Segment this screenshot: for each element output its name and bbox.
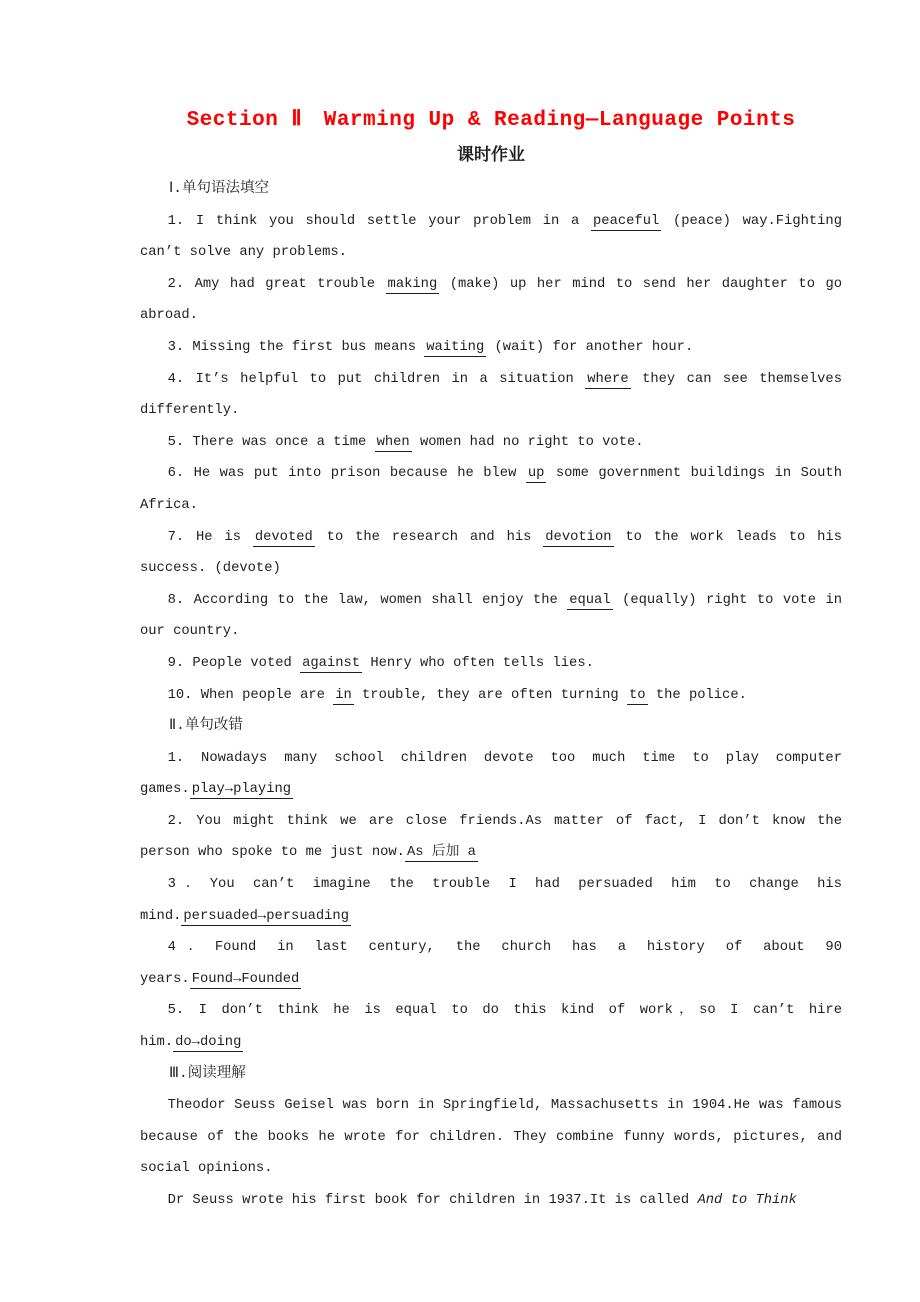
answer-blank: peaceful <box>593 213 660 229</box>
section-heading <box>140 711 842 743</box>
paragraph <box>140 1090 842 1185</box>
document-body <box>140 174 842 1217</box>
text-run: 3．You can’t imagine the trouble I had persuaded him to change his mind. <box>140 877 842 924</box>
text-run: Dr Seuss wrote his first book for children in 1937.It is called <box>167 1193 698 1208</box>
answer-blank: do→doing <box>175 1035 242 1051</box>
answer-blank: waiting <box>426 339 485 355</box>
paragraph <box>140 269 842 332</box>
text-run: (wait) for another hour. <box>486 339 694 355</box>
text-run: 9. People voted <box>167 655 301 671</box>
text-run: 1. I think you should settle your problem in a <box>167 213 592 229</box>
answer-blank: against <box>302 655 361 671</box>
paragraph <box>140 332 842 364</box>
paragraph <box>140 995 842 1058</box>
text-run: 8. According to the law, women shall enjoy the <box>167 592 568 608</box>
paragraph <box>140 869 842 932</box>
text-run: Ⅰ.单句语法填空 <box>169 181 269 197</box>
text-run: 6. He was put into prison because he blew <box>167 466 526 482</box>
text-run: they can see themselves differently. <box>140 371 842 419</box>
paragraph <box>140 932 842 995</box>
text-run: 2. You might think we are close friends.As matter of fact, I don’t know the person who spoke to me just now. <box>140 813 842 861</box>
text-run: 4．Found in last century, the church has a history of about 90 years. <box>140 940 842 987</box>
answer-blank: play→playing <box>191 782 292 798</box>
text-run: the police. <box>647 687 747 703</box>
answer-blank: devoted <box>254 529 313 545</box>
text-run: some government buildings in South Africa. <box>140 466 842 513</box>
text-run: 10. When people are <box>167 687 334 703</box>
text-run: 5. There was once a time <box>167 434 375 450</box>
answer-blank: equal <box>569 592 611 608</box>
text-run: 3. Missing the first bus means <box>167 339 425 355</box>
paragraph <box>140 206 842 269</box>
text-run: to the work leads to his success. (devote) <box>140 529 842 577</box>
paragraph <box>140 458 842 521</box>
paragraph <box>140 806 842 869</box>
text-run: (make) up her mind to send her daughter to go abroad. <box>140 276 842 324</box>
document-content <box>140 106 842 1217</box>
text-run: women had no right to vote. <box>411 434 644 450</box>
answer-blank: As 后加 a <box>406 845 476 861</box>
text-run: Henry who often tells lies. <box>362 655 594 671</box>
text-run: 1. Nowadays many school children devote too much time to play computer games. <box>140 750 842 798</box>
answer-blank: in <box>335 687 352 703</box>
text-run: 4. It’s helpful to put children in a situation <box>167 371 586 387</box>
text-run: 2. Amy had great trouble <box>167 276 386 292</box>
answer-blank: making <box>387 276 438 292</box>
text-run: (equally) right to vote in our country. <box>140 592 842 640</box>
answer-blank: persuaded→persuading <box>183 908 349 924</box>
answer-blank: Found→Founded <box>191 971 300 987</box>
page-title: Section Ⅱ Warming Up & Reading—Language Points <box>186 109 796 132</box>
paragraph <box>140 1185 842 1217</box>
section-heading <box>140 174 842 206</box>
text-run: 7. He is <box>167 529 253 545</box>
answer-blank: to <box>628 687 646 703</box>
paragraph <box>140 680 842 712</box>
text-run: trouble, they are often turning <box>353 687 627 703</box>
answer-blank: when <box>376 434 410 450</box>
answer-blank: devotion <box>545 529 612 545</box>
paragraph <box>140 648 842 680</box>
italic-book-title: And to Think <box>697 1193 797 1208</box>
paragraph <box>140 585 842 648</box>
text-run: to the research and his <box>314 529 544 545</box>
text-run: Ⅱ.单句改错 <box>169 718 243 735</box>
text-run: 5. I don’t think he is equal to do this kind of work，so I can’t hire him. <box>140 1003 842 1051</box>
paragraph <box>140 364 842 427</box>
text-run: Ⅲ.阅读理解 <box>169 1065 246 1082</box>
paragraph <box>140 427 842 459</box>
section-heading <box>140 1059 842 1091</box>
paragraph <box>140 743 842 806</box>
paragraph <box>140 522 842 585</box>
answer-blank: where <box>587 371 629 387</box>
text-run: Theodor Seuss Geisel was born in Springfield, Massachusetts in 1904.He was famous because of the books he wrote for children. They combine funny words, pictures, and social opinions. <box>140 1098 842 1177</box>
page-subtitle: 课时作业 <box>457 147 525 166</box>
text-run: (peace) way.Fighting can’t solve any problems. <box>140 213 842 261</box>
answer-blank: up <box>527 466 545 482</box>
